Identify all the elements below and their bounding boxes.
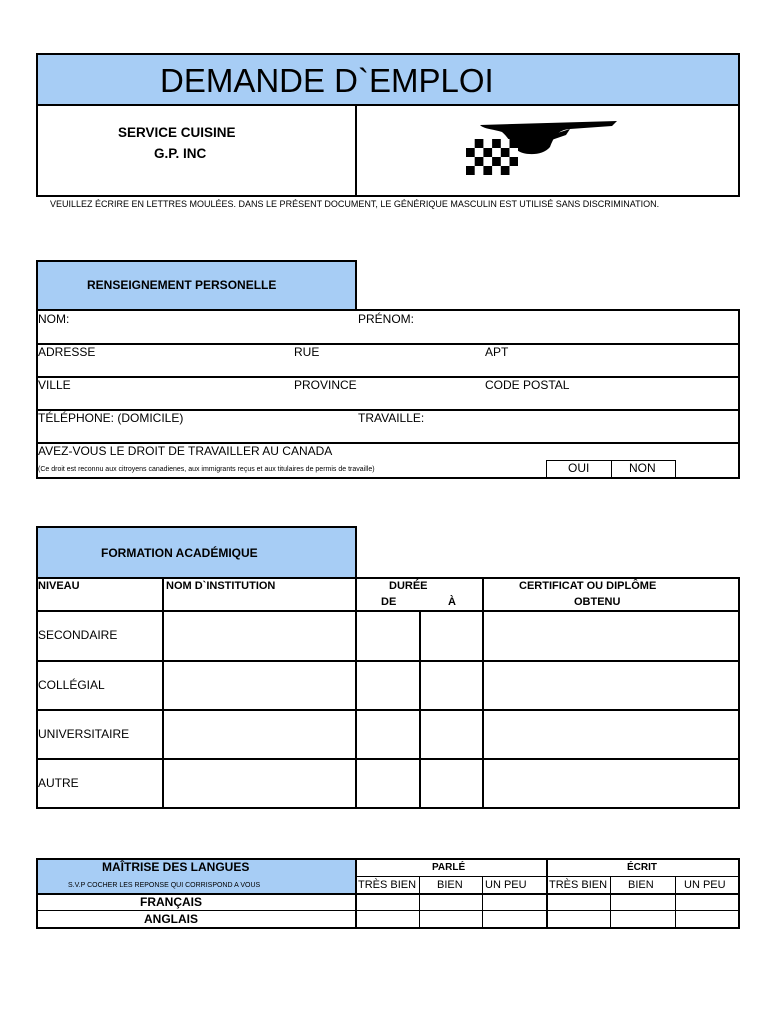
row-universitaire: UNIVERSITAIRE [38,727,130,741]
col-a: À [448,596,456,608]
parle-un-peu: UN PEU [485,879,527,891]
code-postal-label: CODE POSTAL [485,378,570,392]
telephone-label: TÉLÉPHONE: (DOMICILE) [38,411,184,425]
non-label: NON [629,461,656,475]
nom-label: NOM: [38,312,70,326]
col-duree: DURÉE [389,580,428,592]
form-notice: VEUILLEZ ÉCRIRE EN LETTRES MOULÉES. DANS LE PRÉSENT DOCUMENT, LE GÉNÉRIQUE MASCULIN EST UTILISÉ SANS DISCRIMINATION. [50,199,660,209]
col-niveau: NIVEAU [38,580,80,592]
row-secondaire: SECONDAIRE [38,628,118,642]
col-parle: PARLÉ [432,862,466,873]
company-name: SERVICE CUISINE [118,125,236,140]
oui-label: OUI [568,461,590,475]
parle-tres-bien: TRÈS BIEN [358,879,417,891]
ecrit-tres-bien: TRÈS BIEN [549,879,608,891]
company-inc: G.P. INC [154,146,207,161]
prenom-label: PRÉNOM: [358,312,415,326]
work-permit-question: AVEZ-VOUS LE DROIT DE TRAVAILLER AU CANADA [38,444,333,458]
col-institution: NOM D`INSTITUTION [166,580,276,592]
row-autre: AUTRE [38,776,79,790]
work-permit-note: (Ce droit est reconnu aux citroyens canadienes, aux immigrants reçus et aux titulaires de permis de travaille) [38,466,375,473]
col-certificat: CERTIFICAT OU DIPLÔME [519,580,657,592]
col-certificat-obtenu: OBTENU [574,596,621,608]
apt-label: APT [485,345,509,359]
province-label: PROVINCE [294,378,357,392]
languages-section-title: MAÎTRISE DES LANGUES [102,860,250,874]
row-francais: FRANÇAIS [140,895,202,909]
row-collegial: COLLÉGIAL [38,678,105,692]
education-section-title: FORMATION ACADÉMIQUE [101,546,258,560]
travaille-label: TRAVAILLE: [358,411,425,425]
languages-instruction: S.V.P COCHER LES REPONSE QUI CORRISPOND A VOUS [68,882,261,889]
adresse-label: ADRESSE [38,345,96,359]
row-anglais: ANGLAIS [144,912,198,926]
parle-bien: BIEN [437,879,463,891]
page-title: DEMANDE D`EMPLOI [160,62,494,99]
personal-section-title: RENSEIGNEMENT PERSONELLE [87,278,277,292]
col-ecrit: ÉCRIT [627,862,657,873]
rue-label: RUE [294,345,320,359]
ecrit-bien: BIEN [628,879,654,891]
waiter-tray-logo [462,117,622,179]
col-de: DE [381,596,397,608]
ecrit-un-peu: UN PEU [684,879,726,891]
ville-label: VILLE [38,378,71,392]
